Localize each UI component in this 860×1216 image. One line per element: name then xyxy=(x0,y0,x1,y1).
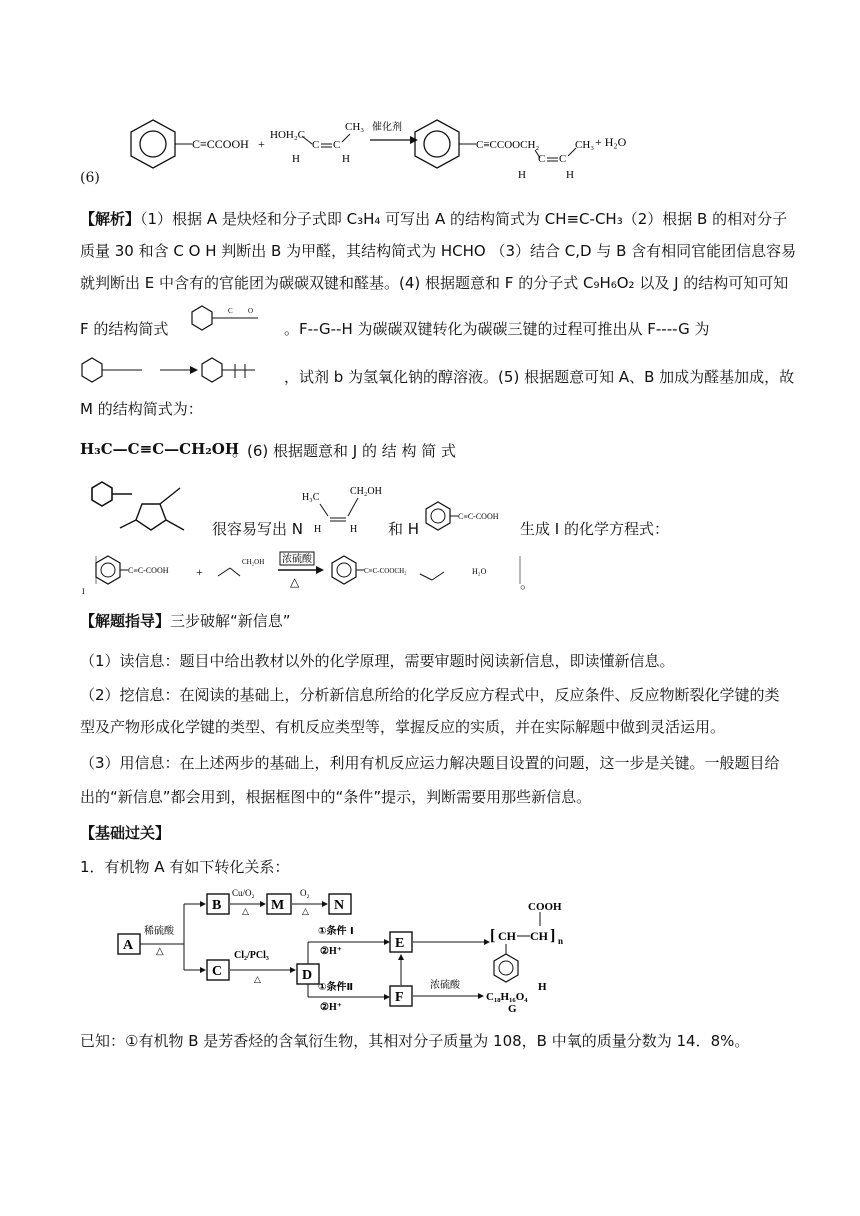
box-f-label: F xyxy=(395,990,404,1005)
eq-i-label: I xyxy=(82,587,85,596)
analysis-line-7: 。(6) 根据题意和 J 的 结 构 简 式 xyxy=(232,442,457,460)
analysis-heading: 【解析】 xyxy=(80,210,141,228)
basics-heading: 【基础过关】 xyxy=(80,824,171,842)
hplus-1-label: ②H⁺ xyxy=(320,946,343,957)
reaction-6-svg xyxy=(80,100,680,190)
polymer-ch2: CH xyxy=(530,929,548,943)
benzene-ring-2 xyxy=(415,120,459,168)
analysis-line-8b: 和 H xyxy=(388,520,420,538)
box-b-label: B xyxy=(212,898,222,913)
h-label-4: H xyxy=(566,169,574,181)
o2-label: O₂ xyxy=(300,888,310,898)
ch3-label-2: CH₃ xyxy=(575,139,595,151)
catalyst-label: 催化剂 xyxy=(372,122,402,133)
product-label: C≡CCOOCH₂ xyxy=(476,139,540,151)
c-label-2: C xyxy=(333,139,341,151)
h-acid-structure xyxy=(424,498,516,536)
svg-text:]: ] xyxy=(550,927,556,944)
n-h2-label: H xyxy=(350,524,358,535)
conversion-scheme xyxy=(112,882,592,1016)
svg-text:+: + xyxy=(196,565,203,579)
m-structure: H₃C—C≡C—CH₂OH xyxy=(80,440,240,458)
eq-delta-label: △ xyxy=(290,575,300,589)
known-info: 已知：①有机物 B 是芳香烃的含氧衍生物，其相对分子质量为 108，B 中氧的质量分数为 14．8%。 xyxy=(80,1032,750,1050)
reactant1-label: C≡CCOOH xyxy=(192,137,249,151)
conversion-scheme-svg xyxy=(112,882,592,1012)
j-structure xyxy=(80,474,210,550)
guide-p3a: （3）用信息：在上述两步的基础上，利用有机反应运力解决题目设置的问题，这一步是关键。一般题目给 xyxy=(80,754,780,772)
ch3-label-1: CH₃ xyxy=(345,121,365,133)
hplus-2-label: ②H⁺ xyxy=(320,1002,343,1012)
box-a-label: A xyxy=(123,938,134,953)
g-formula-label: C₁₈H₁₆O₄ xyxy=(486,991,528,1003)
n-structure xyxy=(300,484,390,548)
c-label-4: C xyxy=(559,153,567,165)
cooh-label: COOH xyxy=(528,901,562,913)
reaction-6 xyxy=(80,100,680,190)
guide-p2b: 型及产物形成化学键的类型、有机反应类型等，掌握反应的实质，并在实际解题中做到灵活运用。 xyxy=(80,718,726,736)
analysis-line-3: 就判断出 E 中含有的官能团为碳碳双键和醛基。(4) 根据题意和 F 的分子式 C₉H₆O₂ 以及 J 的结构可知可知 xyxy=(80,274,789,292)
delta-1: △ xyxy=(156,946,164,957)
box-n-label: N xyxy=(334,898,345,913)
hoh2c-label: HOH₂C xyxy=(270,129,306,141)
guide-p2a: （2）挖信息：在阅读的基础上，分析新信息所给的化学反应方程式中，反应条件、反应物断裂化学键的类 xyxy=(80,686,780,704)
polymer-benzene xyxy=(494,954,518,982)
analysis-line-6: M 的结构简式为： xyxy=(80,400,203,418)
box-d-label: D xyxy=(302,968,313,983)
condition-1-label: ①条件 I xyxy=(318,926,354,937)
analysis-line-4a: F 的结构简式 xyxy=(80,320,169,338)
h-polymer-label: H xyxy=(538,981,547,993)
delta-3: △ xyxy=(302,906,309,916)
n-h1-label: H xyxy=(314,524,322,535)
condition-2-label: ①条件Ⅱ xyxy=(318,982,354,993)
guide-heading: 【解题指导】 xyxy=(80,612,171,630)
analysis-line-2: 质量 30 和含 C O H 判断出 B 为甲醛，其结构简式为 HCHO （3）结合 C,D 与 B 含有相同官能团信息容易 xyxy=(80,242,797,260)
guide-heading-line xyxy=(80,610,291,631)
question-1: 1．有机物 A 有如下转化关系： xyxy=(80,858,290,876)
box-c-label: C xyxy=(212,964,223,979)
eq-acid-label: C≡C-COOH xyxy=(128,566,169,575)
water-label: + H₂O xyxy=(595,135,627,149)
g-label: G xyxy=(508,1003,517,1012)
n-ch2oh-label: CH₂OH xyxy=(350,486,382,497)
box-m-label: M xyxy=(271,898,285,913)
guide-p3b: 出的“新信息”都会用到，根据框图中的“条件”提示，判断需要用那些新信息。 xyxy=(80,788,592,806)
cl2-pcl3-label: Cl₂/PCl₃ xyxy=(234,950,269,961)
conc-acid-label: 浓硫酸 xyxy=(430,980,460,991)
svg-text:[: [ xyxy=(490,927,496,944)
equation-end: 。 xyxy=(520,574,536,592)
eq-product-label: C≡C-COOCH₂ xyxy=(364,567,407,575)
analysis-line-5: ，试剂 b 为氢氧化钠的醇溶液。(5) 根据题意可知 A、B 加成为醛基加成，故 xyxy=(284,368,795,386)
h-label-1: H xyxy=(292,153,300,165)
f-c-label: C xyxy=(228,307,233,315)
box-e-label: E xyxy=(395,936,405,951)
formation-equation xyxy=(80,550,540,602)
cu-o2-label: Cu/O₂ xyxy=(232,888,255,898)
h-label-2: H xyxy=(342,153,350,165)
eq-water-label: H₂O xyxy=(472,567,487,576)
guide-p1: （1）读信息：题目中给出教材以外的化学原理，需要审题时阅读新信息，即读懂新信息。 xyxy=(80,652,675,670)
n-ch3-label: H₃C xyxy=(302,492,320,503)
benzene-ring-1 xyxy=(131,120,175,168)
h-label-3: H xyxy=(518,169,526,181)
polymer-ch1: CH xyxy=(498,929,516,943)
plus-sign: + xyxy=(258,137,265,151)
dilute-acid-label: 稀硫酸 xyxy=(144,926,174,937)
f-to-g-scheme xyxy=(80,352,280,390)
eq-ch2oh-label: CH₂OH xyxy=(242,558,265,566)
delta-4: △ xyxy=(254,974,261,984)
c-label-3: C xyxy=(538,153,546,165)
f-o-label: O xyxy=(248,307,254,315)
delta-2: △ xyxy=(242,906,249,916)
h-cooh-label: C≡C-COOH xyxy=(458,512,499,521)
reaction-6-label: (6) xyxy=(80,170,100,186)
polymer-n: n xyxy=(558,936,564,946)
analysis-line-8c: 生成 I 的化学方程式： xyxy=(520,520,669,538)
c-label-1: C xyxy=(312,139,320,151)
f-structure xyxy=(188,302,268,336)
analysis-text-1: （1）根据 A 是炔烃和分子式即 C₃H₄ 可写出 A 的结构简式为 CH≡C-CH₃（2）根据 B 的相对分子 xyxy=(140,210,788,228)
analysis-line-4b: 。F--G--H 为碳碳双键转化为碳碳三键的过程可推出从 F----G 为 xyxy=(284,320,710,338)
analysis-line-8a: 很容易写出 N xyxy=(212,520,303,538)
analysis-line-1 xyxy=(80,208,787,229)
eq-conc-label: 浓硫酸 xyxy=(282,554,312,565)
guide-heading-rest: 三步破解“新信息” xyxy=(170,612,291,630)
